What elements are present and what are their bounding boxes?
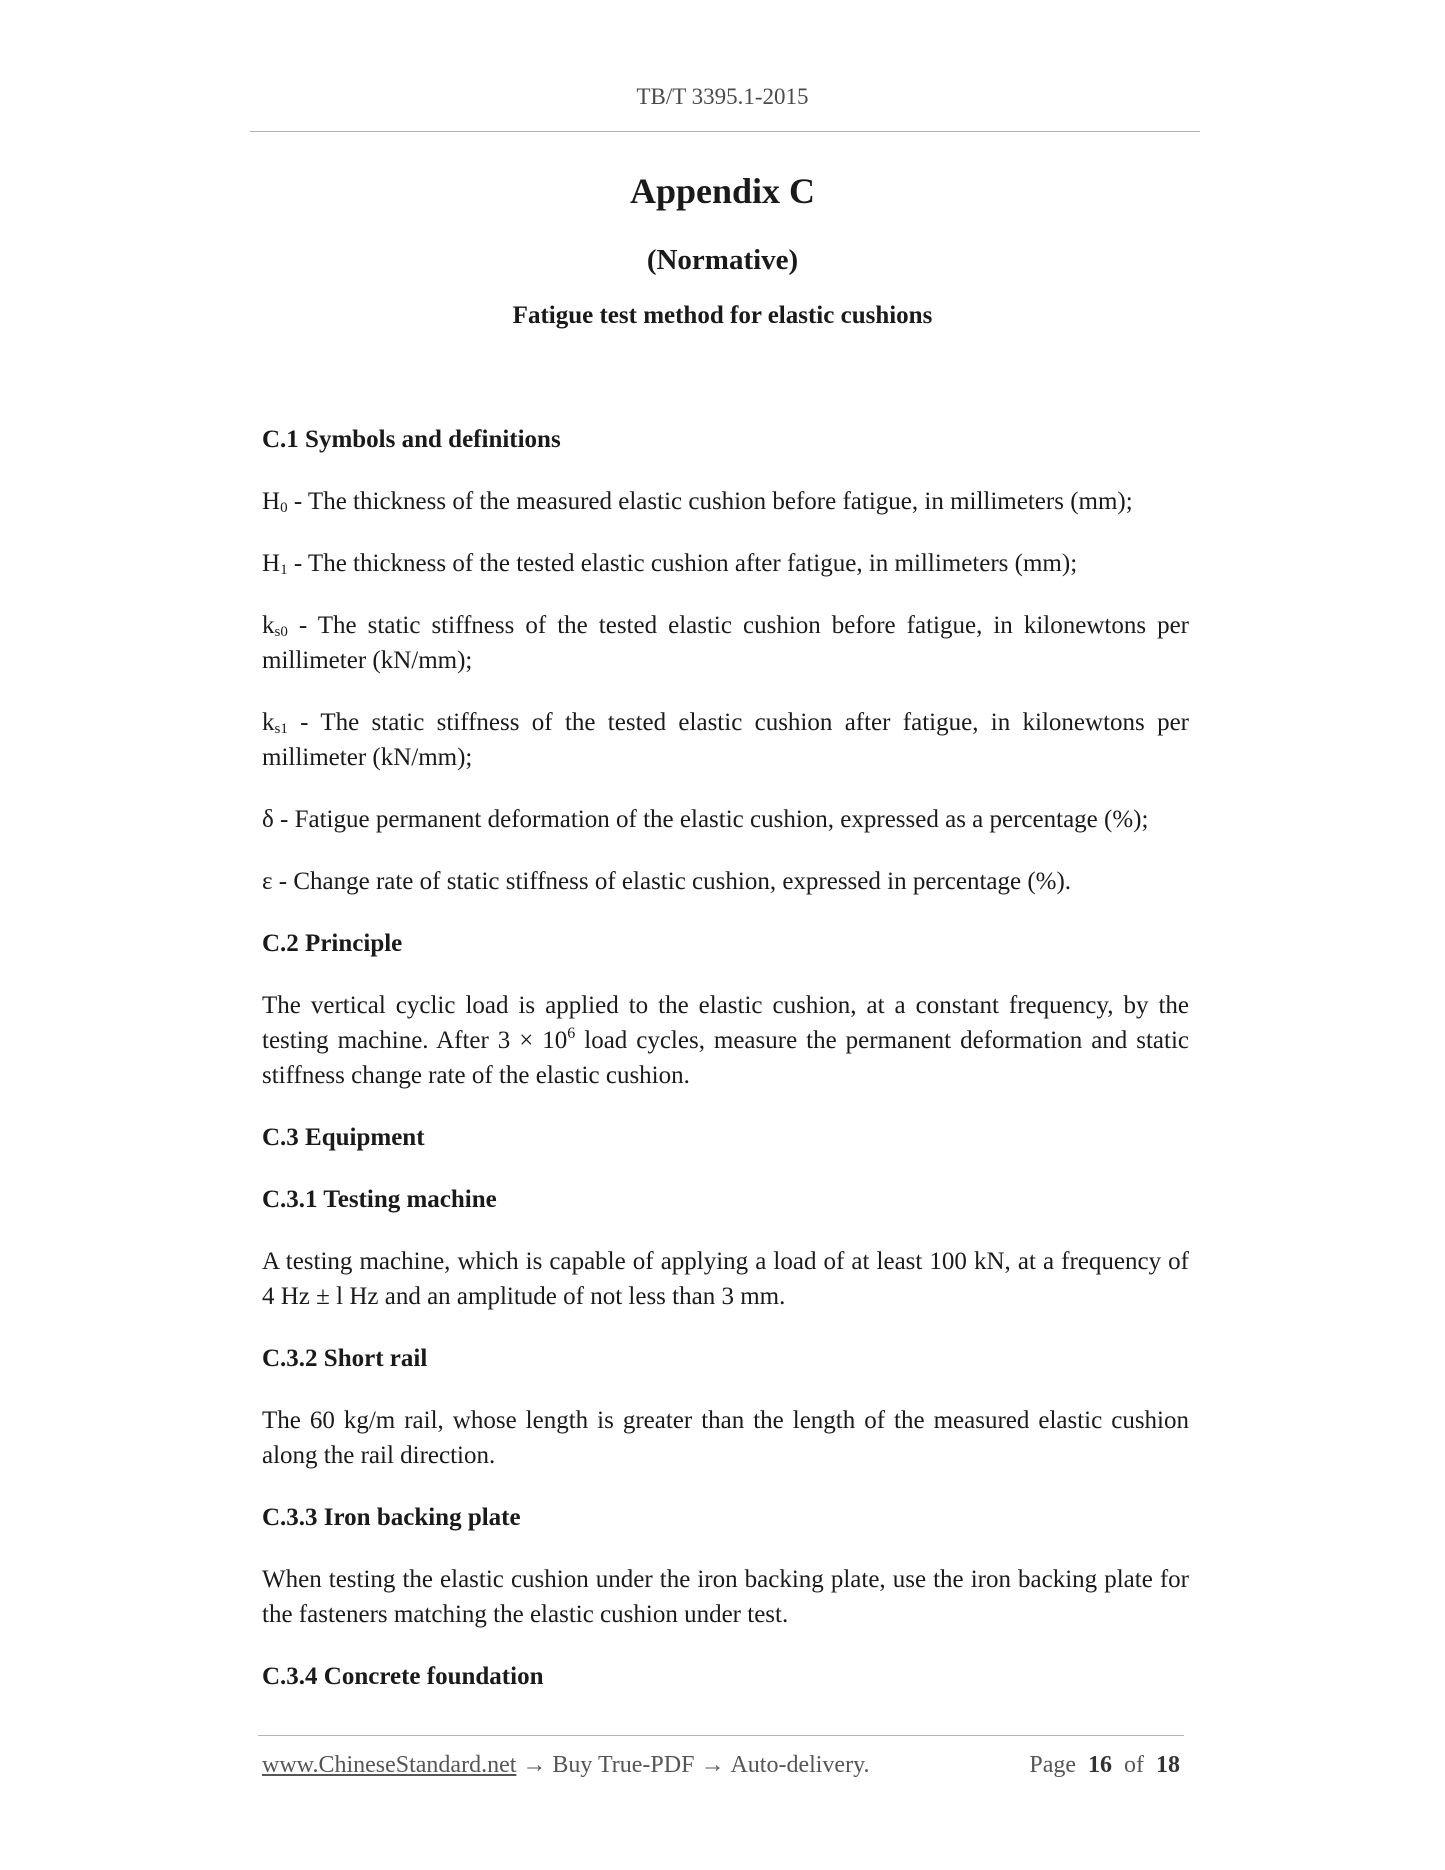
principle-text-end: load cycles, measure the permanent deformation and static stiffness change rate of the elastic cushion. <box>262 1027 1189 1089</box>
short-rail-paragraph: The 60 kg/m rail, whose length is greater than the length of the measured elastic cushion along the rail direction. <box>262 1407 1189 1469</box>
section-heading-c34: C.3.4 Concrete foundation <box>262 1663 544 1690</box>
section-heading-c32: C.3.2 Short rail <box>262 1345 428 1372</box>
arrow-right-icon: → <box>522 1752 547 1778</box>
symbol-subscript: s0 <box>274 624 288 640</box>
definition-h0 <box>262 484 1189 519</box>
principle-paragraph <box>262 988 1189 1093</box>
appendix-caption: Fatigue test method for elastic cushions <box>512 302 933 329</box>
symbol: H <box>262 550 281 577</box>
footer-divider <box>258 1735 1184 1736</box>
exponent: 6 <box>567 1025 576 1042</box>
definition-text: - The static stiffness of the tested elastic cushion before fatigue, in kilonewtons per millimeter (kN/mm); <box>262 612 1189 674</box>
symbol: k <box>262 612 275 639</box>
definition-delta: δ - Fatigue permanent deformation of the elastic cushion, expressed as a percentage (%); <box>262 806 1149 833</box>
symbol-subscript: 1 <box>280 562 288 578</box>
definition-h1 <box>262 546 1189 581</box>
symbol: H <box>262 488 281 515</box>
page-number <box>1029 1752 1180 1779</box>
appendix-title: Appendix C <box>629 171 816 211</box>
symbol-subscript: s1 <box>274 721 288 737</box>
section-heading-c31: C.3.1 Testing machine <box>262 1186 497 1213</box>
iron-backing-plate-paragraph: When testing the elastic cushion under the iron backing plate, use the iron backing plate for the fasteners matching the elastic cushion under test. <box>262 1566 1189 1628</box>
symbol: k <box>262 709 275 736</box>
definition-text: - The thickness of the measured elastic cushion before fatigue, in millimeters (mm); <box>287 488 1133 515</box>
section-heading-c3: C.3 Equipment <box>262 1124 425 1151</box>
buy-text: Buy True-PDF <box>552 1752 695 1778</box>
definition-text: - The thickness of the tested elastic cushion after fatigue, in millimeters (mm); <box>287 550 1078 577</box>
definition-epsilon: ε - Change rate of static stiffness of elastic cushion, expressed in percentage (%). <box>262 868 1072 895</box>
document-id-header: TB/T 3395.1-2015 <box>636 84 809 109</box>
of-label: of <box>1124 1752 1144 1778</box>
symbol-subscript: 0 <box>280 500 288 516</box>
principle-text-start: The vertical cyclic load is applied to the elastic cushion, at a constant frequency, by the testing machine. After 3 × 10 <box>262 992 1189 1054</box>
definition-text: - The static stiffness of the tested elastic cushion after fatigue, in kilonewtons per millimeter (kN/mm); <box>262 709 1189 771</box>
header-divider <box>250 131 1200 132</box>
section-heading-c1: C.1 Symbols and definitions <box>262 426 561 453</box>
delivery-text: Auto-delivery. <box>730 1752 870 1778</box>
footer-promo <box>262 1752 870 1779</box>
document-body <box>262 422 1189 1721</box>
arrow-right-icon: → <box>700 1752 725 1778</box>
page-label: Page <box>1029 1752 1076 1778</box>
page-current: 16 <box>1088 1752 1112 1778</box>
section-heading-c33: C.3.3 Iron backing plate <box>262 1504 521 1531</box>
appendix-type: (Normative) <box>646 244 799 276</box>
site-link[interactable]: www.ChineseStandard.net <box>262 1752 517 1778</box>
testing-machine-paragraph: A testing machine, which is capable of applying a load of at least 100 kN, at a frequency of 4 Hz ± l Hz and an amplitude of not less than 3 mm. <box>262 1248 1189 1310</box>
section-heading-c2: C.2 Principle <box>262 930 403 957</box>
definition-ks0 <box>262 608 1189 678</box>
page-total: 18 <box>1156 1752 1180 1778</box>
definition-ks1 <box>262 705 1189 775</box>
